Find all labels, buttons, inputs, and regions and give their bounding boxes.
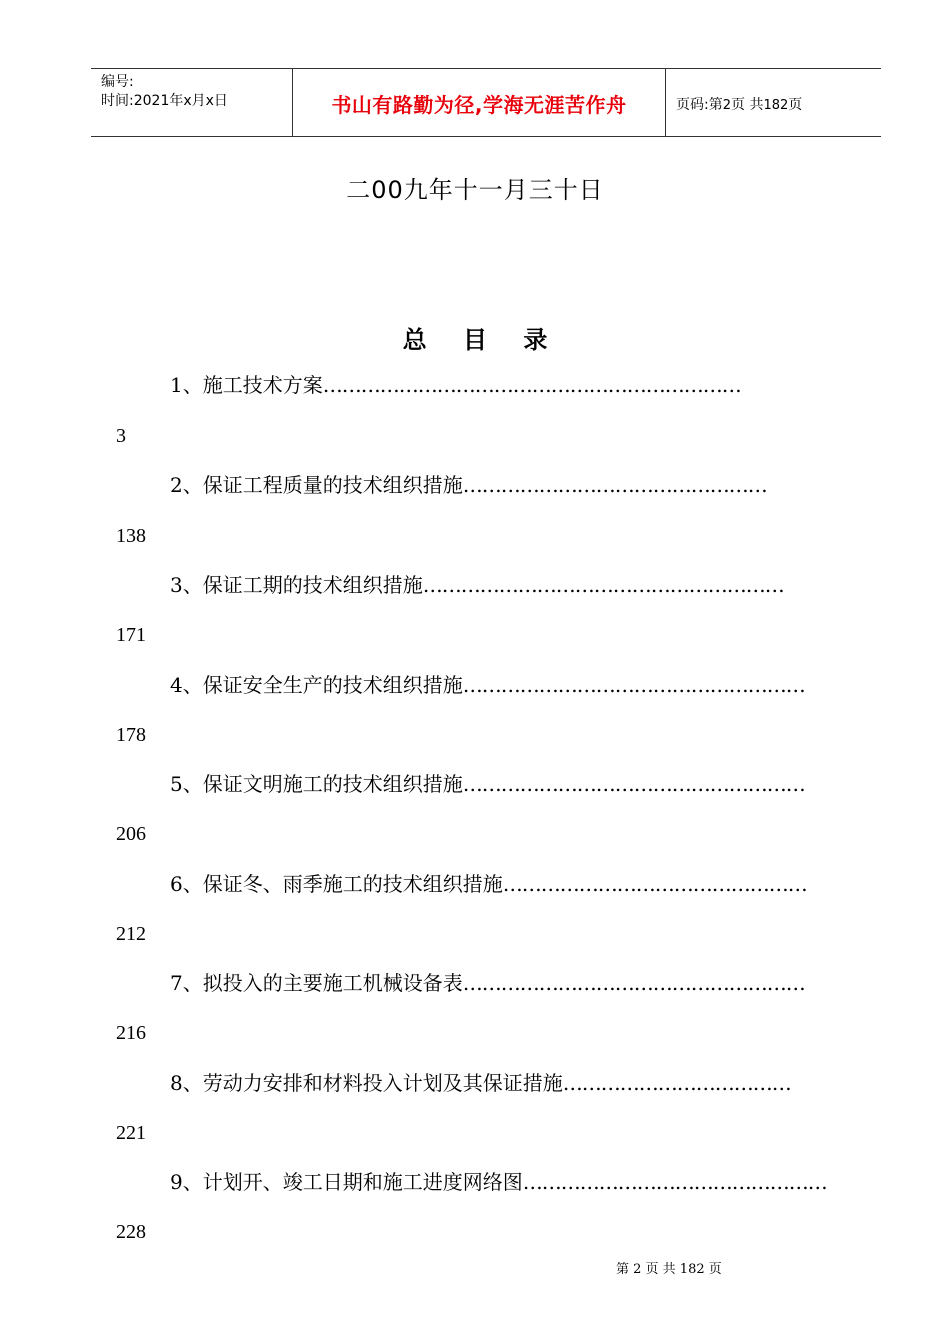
toc-entry[interactable] [170, 570, 860, 600]
page-prefix: 页码:第 [676, 97, 723, 113]
toc-entry-label: 3、保证工期的技术组织措施 [170, 573, 423, 597]
page-total: 182 [763, 98, 789, 113]
page-suffix: 页 [788, 97, 803, 113]
page-footer: 第 2 页 共 182 页 [616, 1262, 722, 1277]
motto-text: 书山有路勤为径,学海无涯苦作舟 [331, 93, 627, 117]
toc-page-number: 221 [116, 1122, 146, 1144]
toc-entry-label: 4、保证安全生产的技术组织措施 [170, 673, 463, 697]
toc-entry[interactable] [170, 1068, 860, 1098]
toc-entry[interactable] [170, 470, 860, 500]
toc-leader-dots: ……………………………… [562, 1071, 791, 1095]
toc-entry[interactable] [170, 769, 860, 799]
time-label: 时间:2021年x月x日 [101, 93, 228, 109]
toc-entry[interactable] [170, 968, 860, 998]
toc-leader-dots: ……………………………………………… [462, 772, 805, 796]
document-header [91, 68, 881, 137]
page-current: 2 [722, 98, 731, 113]
header-meta-cell [91, 69, 293, 136]
toc-page-number: 216 [116, 1022, 146, 1044]
toc-page-number: 171 [116, 624, 146, 646]
header-motto-cell [293, 69, 666, 136]
toc-leader-dots: ………………………………………… [502, 872, 807, 896]
header-page-cell [666, 69, 881, 136]
toc-entry-label: 5、保证文明施工的技术组织措施 [170, 772, 463, 796]
toc-leader-dots: ………………………………………………… [422, 573, 784, 597]
toc-entry[interactable] [170, 869, 860, 899]
toc-leader-dots: ……………………………………………… [462, 673, 805, 697]
page-info [676, 94, 802, 114]
toc-entry-label: 2、保证工程质量的技术组织措施 [170, 473, 463, 497]
toc-page-number: 206 [116, 823, 146, 845]
toc-page-number: 178 [116, 724, 146, 746]
toc-entry[interactable] [170, 370, 860, 400]
toc-leader-dots: ………………………………………… [522, 1170, 827, 1194]
toc-entry-label: 1、施工技术方案 [170, 373, 323, 397]
page-mid: 页 共 [731, 97, 764, 113]
toc-entry-label: 6、保证冬、雨季施工的技术组织措施 [170, 872, 503, 896]
toc-entry-label: 8、劳动力安排和材料投入计划及其保证措施 [170, 1071, 563, 1095]
toc-leader-dots: ……………………………………………… [462, 971, 805, 995]
toc-page-number: 138 [116, 525, 146, 547]
date-line: 二00九年十一月三十日 [346, 176, 604, 204]
serial-label: 编号: [101, 74, 134, 90]
toc-page-number: 3 [116, 425, 126, 447]
toc-page-number: 212 [116, 923, 146, 945]
toc-title: 总 目 录 [402, 325, 562, 354]
toc-entry[interactable] [170, 670, 860, 700]
toc-leader-dots: ………………………………………………………… [322, 373, 741, 397]
toc-entry[interactable] [170, 1167, 860, 1197]
toc-entry-label: 7、拟投入的主要施工机械设备表 [170, 971, 463, 995]
toc-leader-dots: ………………………………………… [462, 473, 767, 497]
toc-page-number: 228 [116, 1221, 146, 1243]
toc-entry-label: 9、计划开、竣工日期和施工进度网络图 [170, 1170, 523, 1194]
